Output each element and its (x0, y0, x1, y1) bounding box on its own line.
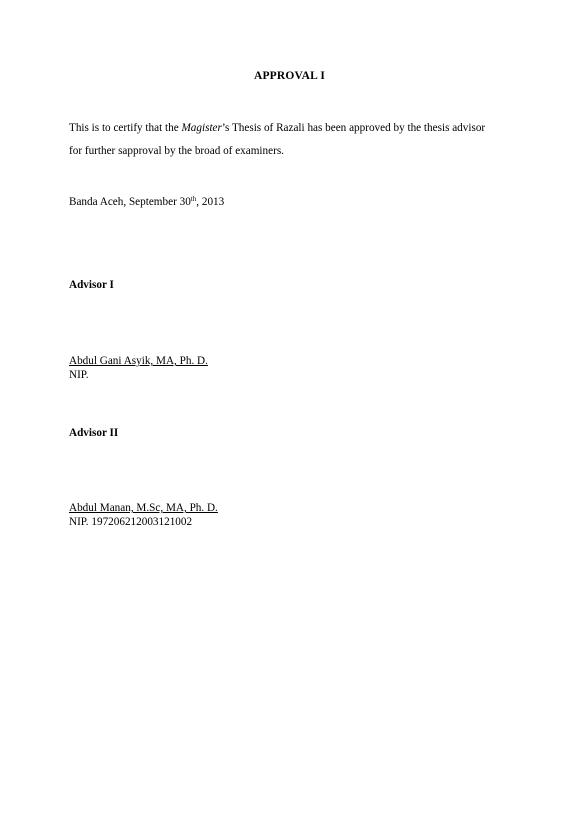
date-ordinal-suffix: th (190, 195, 197, 203)
advisor-1-name: Abdul Gani Asyik, MA, Ph. D. (69, 355, 208, 367)
advisor-2-name: Abdul Manan, M.Sc, MA, Ph. D. (69, 502, 218, 514)
certification-line-1 (69, 117, 485, 140)
advisor-1-heading: Advisor I (69, 279, 114, 291)
date-year: , 2013 (196, 196, 225, 208)
certification-line-2: for further sapproval by the broad of examiners. (69, 145, 284, 157)
advisor-2-nip: NIP. 197206212003121002 (69, 516, 193, 528)
certification-suffix: ’s Thesis of Razali has been approved by the thesis advisor (221, 122, 486, 134)
approval-date (69, 196, 224, 208)
advisor-1-nip: NIP. (69, 369, 89, 381)
certification-prefix: This is to certify that the (69, 122, 182, 134)
certification-italic-term: Magister (181, 122, 222, 134)
advisor-2-heading: Advisor II (69, 427, 119, 439)
date-prefix: Banda Aceh, September 30 (69, 196, 191, 208)
page-title: APPROVAL I (253, 70, 326, 82)
